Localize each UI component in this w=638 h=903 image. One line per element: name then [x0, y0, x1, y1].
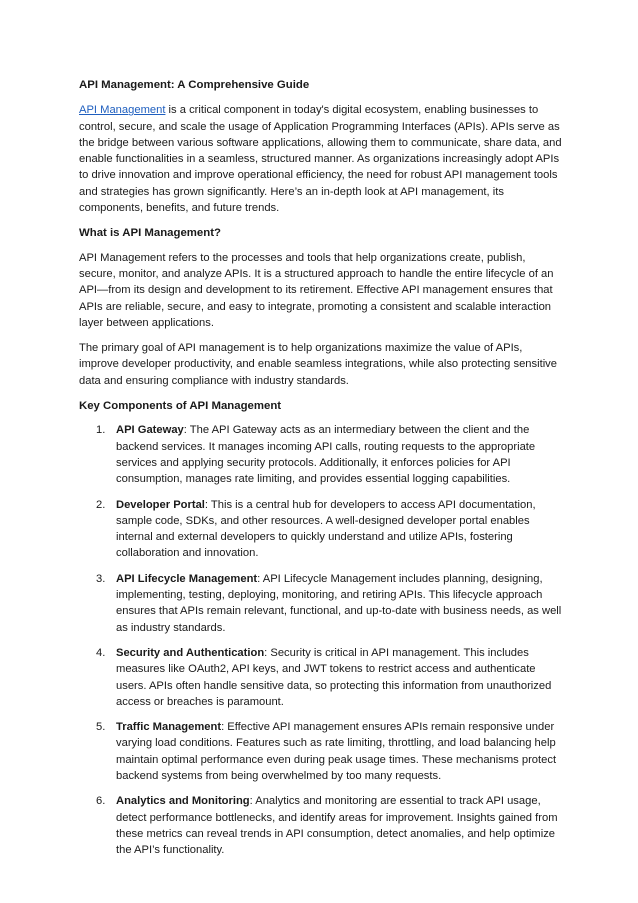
- list-number: 4.: [96, 646, 106, 659]
- section-heading-key-components: Key Components of API Management: [79, 400, 282, 413]
- list-item-text: : This is a central hub for developers to access API documentation, sample code, SDKs, and other resources. A well-designed developer portal enables internal and external developers to quickly understand and utilize APIs, fostering collaboration and innovation.: [116, 498, 536, 560]
- list-item: [79, 719, 565, 784]
- list-item-term: Security and Authentication: [116, 646, 265, 659]
- list-number: 5.: [96, 721, 106, 734]
- key-components-list: [79, 422, 565, 858]
- api-management-link[interactable]: API Management: [79, 104, 166, 117]
- list-number: 6.: [96, 795, 106, 808]
- list-item-text: : Effective API management ensures APIs remain responsive under varying load conditions. Features such as rate limiting, throttling, and load balancing help maintain optimal performance even during peak usage times. These mechanisms protect backend systems from being overwhelmed by too many requests.: [116, 721, 557, 782]
- list-item-term: Analytics and Monitoring: [116, 795, 250, 808]
- section-heading-what-is: What is API Management?: [79, 227, 221, 240]
- list-item-text: : Security is critical in API management. This includes measures like OAuth2, API keys, and JWT tokens to restrict access and authenticate users. APIs often handle sensitive data, so protecting this information from unauthorized access or breaches is paramount.: [116, 646, 552, 708]
- paragraph: The primary goal of API management is to help organizations maximize the value of APIs, improve developer productivity, and enable seamless integrations, while also protecting sensitive data and ensuring compliance with industry standards.: [79, 342, 558, 387]
- document-body: [79, 77, 565, 867]
- list-item: [79, 793, 565, 858]
- list-item-text: : Analytics and monitoring are essential to track API usage, detect performance bottlenecks, and identify areas for improvement. Insights gained from these metrics can reveal trends in API consumption, detect anomalies, and help optimize the API’s functionality.: [116, 795, 558, 857]
- list-item-term: Traffic Management: [116, 721, 222, 734]
- list-item-term: API Lifecycle Management: [116, 572, 258, 585]
- list-item-term: Developer Portal: [116, 498, 205, 511]
- list-item-term: API Gateway: [116, 424, 184, 437]
- list-number: 3.: [96, 572, 106, 585]
- list-number: 2.: [96, 498, 106, 511]
- paragraph: API Management refers to the processes and tools that help organizations create, publish, secure, monitor, and analyze APIs. It is a structured approach to handle the entire lifecycle of an API—from its design and development to its retirement. Effective API management ensures that APIs are reliable, secure, and easy to integrate, promoting a consistent and scalable interaction layer between applications.: [79, 251, 554, 329]
- list-number: 1.: [96, 424, 106, 437]
- list-item-text: : The API Gateway acts as an intermediary between the client and the backend services. It manages incoming API calls, routing requests to the appropriate services and applying security protocols. Additionally, it enforces policies for API consumption, manages rate limiting, and provides essential logging capabilities.: [116, 424, 536, 486]
- document-title: API Management: A Comprehensive Guide: [79, 79, 310, 91]
- list-item-text: : API Lifecycle Management includes planning, designing, implementing, testing, deploying, monitoring, and retiring APIs. This lifecycle approach ensures that APIs remain relevant, functional, and up-to-date with business needs, as well as industry standards.: [116, 572, 562, 634]
- list-item: [79, 422, 565, 487]
- intro-text: is a critical component in today's digital ecosystem, enabling businesses to control, secure, and scale the usage of Application Programming Interfaces (APIs). APIs serve as the bridge between various software applications, allowing them to communicate, share data, and enable functionalities in a seamless, structured manner. As organizations increasingly adopt APIs to drive innovation and improve operational efficiency, the need for robust API management tools and strategies has grown significantly. Here’s an in-depth look at API management, its components, benefits, and future trends.: [79, 104, 562, 215]
- list-item: [79, 497, 565, 562]
- intro-paragraph: [79, 102, 565, 216]
- list-item: [79, 571, 565, 636]
- list-item: [79, 645, 565, 710]
